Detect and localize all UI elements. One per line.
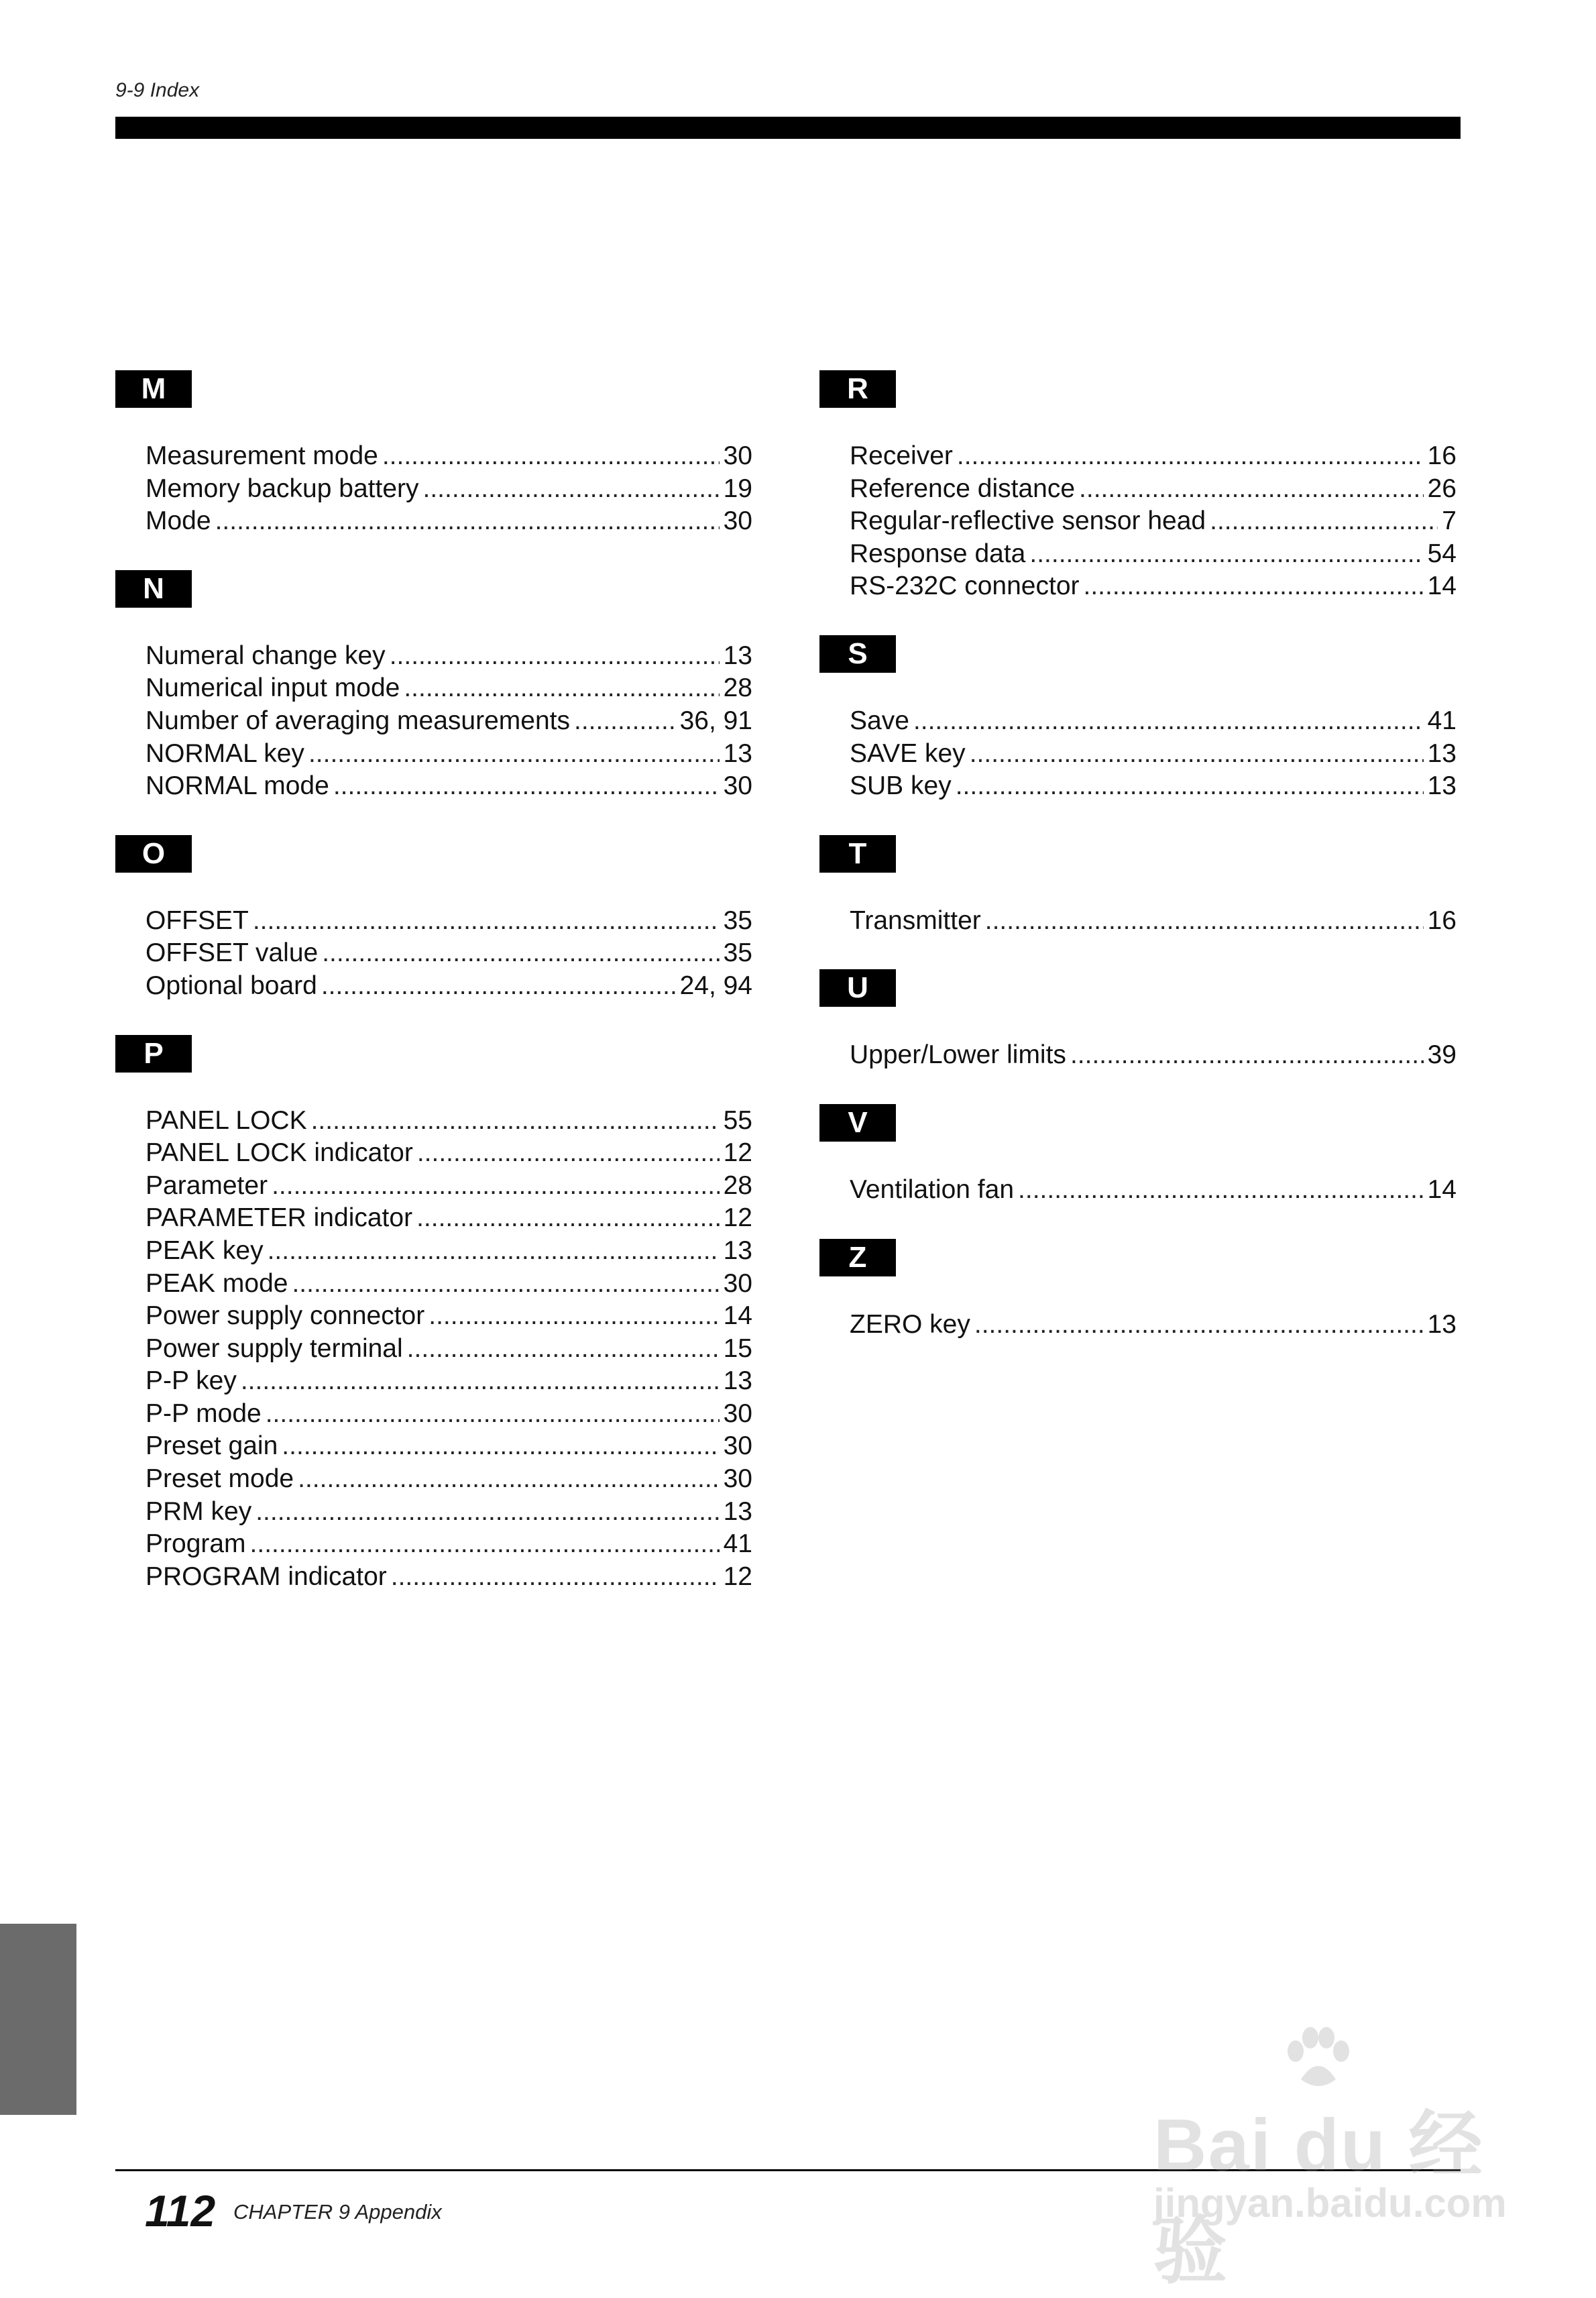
- dot-leader: [282, 1430, 719, 1463]
- dot-leader: [241, 1365, 720, 1398]
- entry-term: NORMAL key: [146, 738, 304, 768]
- entry-term: Numeral change key: [146, 641, 386, 670]
- index-entry: [146, 1300, 752, 1333]
- index-entry: [146, 1333, 752, 1366]
- index-section-r: [819, 370, 1457, 603]
- entry-term: PANEL LOCK indicator: [146, 1138, 413, 1168]
- entry-page-ref: 41: [1427, 706, 1457, 735]
- paw-logo-icon: [1281, 2026, 1355, 2093]
- index-entry: [850, 570, 1457, 603]
- dot-leader: [985, 905, 1424, 938]
- watermark-url: jingyan.baidu.com: [1153, 2181, 1507, 2226]
- index-entry: [146, 1398, 752, 1431]
- index-entry: [146, 937, 752, 970]
- entry-page-ref: 14: [1427, 571, 1457, 601]
- entry-page-ref: 30: [723, 1464, 752, 1494]
- entry-page-ref: 13: [1427, 771, 1457, 801]
- index-entry: [146, 1235, 752, 1268]
- index-entry: [146, 1463, 752, 1496]
- chapter-label: CHAPTER 9 Appendix: [233, 2200, 442, 2224]
- chapter-thumb-tab: [0, 1924, 76, 2115]
- dot-leader: [255, 1496, 719, 1529]
- entry-page-ref: 14: [1427, 1174, 1457, 1204]
- index-section-u: [819, 969, 1457, 1072]
- entry-term: Receiver: [850, 441, 953, 470]
- index-entry: [850, 905, 1457, 938]
- dot-leader: [1084, 570, 1424, 603]
- section-letter-tab: O: [115, 835, 192, 873]
- entry-term: Power supply terminal: [146, 1333, 403, 1363]
- dot-leader: [215, 505, 720, 538]
- entry-term: SUB key: [850, 771, 952, 801]
- entry-term: PANEL LOCK: [146, 1105, 307, 1135]
- index-entry: [146, 1105, 752, 1138]
- entry-page-ref: 12: [723, 1138, 752, 1168]
- entry-page-ref: 41: [723, 1529, 752, 1559]
- index-entry: [146, 770, 752, 803]
- section-letter-tab: M: [115, 370, 192, 408]
- entry-page-ref: 28: [723, 673, 752, 703]
- dot-leader: [429, 1300, 719, 1333]
- index-entry: [850, 705, 1457, 738]
- section-letter-tab: N: [115, 570, 192, 608]
- entry-term: NORMAL mode: [146, 771, 329, 801]
- dot-leader: [292, 1268, 719, 1301]
- entry-page-ref: 30: [723, 1268, 752, 1298]
- index-entry: [850, 1309, 1457, 1342]
- index-entry: [146, 1561, 752, 1594]
- index-column-right: [819, 370, 1457, 1373]
- index-entry: [146, 705, 752, 738]
- entry-term: RS-232C connector: [850, 571, 1080, 601]
- index-entry: [146, 1137, 752, 1170]
- entry-term: Upper/Lower limits: [850, 1040, 1066, 1070]
- entry-page-ref: 26: [1427, 474, 1457, 503]
- entry-page-ref: 30: [723, 441, 752, 470]
- section-letter-tab: Z: [819, 1239, 896, 1276]
- index-entry: [850, 538, 1457, 571]
- section-letter-tab: T: [819, 835, 896, 873]
- entry-term: PARAMETER indicator: [146, 1203, 413, 1233]
- index-entry: [146, 672, 752, 705]
- index-entry: [146, 905, 752, 938]
- index-entry: [850, 738, 1457, 771]
- entry-term: SAVE key: [850, 738, 966, 768]
- entry-page-ref: 35: [723, 906, 752, 935]
- dot-leader: [268, 1235, 720, 1268]
- dot-leader: [574, 705, 676, 738]
- dot-leader: [1070, 1039, 1424, 1072]
- entry-page-ref: 15: [723, 1333, 752, 1363]
- page-number: 112: [145, 2186, 216, 2236]
- index-section-p: [115, 1035, 752, 1594]
- entry-page-ref: 13: [723, 1366, 752, 1396]
- entry-term: Number of averaging measurements: [146, 706, 570, 735]
- entry-term: Mode: [146, 506, 211, 536]
- entry-page-ref: 19: [723, 474, 752, 503]
- dot-leader: [416, 1202, 720, 1235]
- entry-term: Memory backup battery: [146, 474, 419, 503]
- entry-page-ref: 30: [723, 1399, 752, 1428]
- dot-leader: [970, 738, 1424, 771]
- entry-term: OFFSET value: [146, 938, 319, 968]
- entry-term: Numerical input mode: [146, 673, 400, 703]
- watermark-brand: Bai du 经验: [1153, 2104, 1484, 2293]
- index-section-v: [819, 1104, 1457, 1207]
- index-section-s: [819, 635, 1457, 803]
- entry-page-ref: 13: [723, 738, 752, 768]
- entry-page-ref: 30: [723, 1431, 752, 1461]
- index-section-t: [819, 835, 1457, 938]
- dot-leader: [1079, 473, 1424, 506]
- index-section-z: [819, 1239, 1457, 1342]
- index-entry: [146, 1202, 752, 1235]
- dot-leader: [298, 1463, 720, 1496]
- entry-page-ref: 55: [723, 1105, 752, 1135]
- entry-page-ref: 39: [1427, 1040, 1457, 1070]
- entry-term: Save: [850, 706, 909, 735]
- dot-leader: [404, 672, 719, 705]
- index-entry: [146, 1528, 752, 1561]
- entry-term: Reference distance: [850, 474, 1076, 503]
- entry-term: PROGRAM indicator: [146, 1562, 387, 1591]
- index-entry: [850, 1174, 1457, 1207]
- dot-leader: [250, 1528, 720, 1561]
- entry-term: OFFSET: [146, 906, 249, 935]
- header-rule: [115, 117, 1461, 139]
- index-entry: [146, 440, 752, 473]
- entry-term: Optional board: [146, 971, 317, 1000]
- dot-leader: [956, 770, 1424, 803]
- dot-leader: [322, 937, 719, 970]
- entry-term: Measurement mode: [146, 441, 378, 470]
- entry-page-ref: 12: [723, 1562, 752, 1591]
- entry-page-ref: 35: [723, 938, 752, 968]
- index-section-o: [115, 835, 752, 1003]
- section-letter-tab: U: [819, 969, 896, 1007]
- index-entry: [850, 505, 1457, 538]
- entry-term: ZERO key: [850, 1309, 970, 1339]
- entry-term: Response data: [850, 539, 1026, 568]
- index-entry: [146, 738, 752, 771]
- section-letter-tab: S: [819, 635, 896, 673]
- dot-leader: [1029, 538, 1423, 571]
- entry-term: Regular-reflective sensor head: [850, 506, 1206, 536]
- dot-leader: [417, 1137, 720, 1170]
- index-entry: [850, 473, 1457, 506]
- section-letter-tab: V: [819, 1104, 896, 1142]
- section-letter-tab: P: [115, 1035, 192, 1073]
- entry-term: PEAK key: [146, 1236, 264, 1265]
- entry-term: Parameter: [146, 1170, 268, 1200]
- dot-leader: [321, 970, 676, 1003]
- entry-term: P-P key: [146, 1366, 237, 1396]
- index-entry: [146, 1496, 752, 1529]
- running-head: 9-9 Index: [115, 79, 200, 101]
- entry-term: PEAK mode: [146, 1268, 288, 1298]
- dot-leader: [391, 1561, 720, 1594]
- dot-leader: [1210, 505, 1438, 538]
- index-entry: [146, 640, 752, 673]
- index-entry: [146, 970, 752, 1003]
- index-section-n: [115, 570, 752, 803]
- index-entry: [146, 1365, 752, 1398]
- index-entry: [850, 770, 1457, 803]
- index-section-m: [115, 370, 752, 538]
- entry-term: Transmitter: [850, 906, 981, 935]
- entry-term: P-P mode: [146, 1399, 262, 1428]
- dot-leader: [423, 473, 720, 506]
- dot-leader: [266, 1398, 720, 1431]
- entry-page-ref: 14: [723, 1301, 752, 1331]
- entry-term: PRM key: [146, 1496, 252, 1526]
- index-entry: [146, 1170, 752, 1203]
- index-entry: [146, 1430, 752, 1463]
- index-entry: [850, 1039, 1457, 1072]
- entry-page-ref: 13: [723, 1496, 752, 1526]
- entry-page-ref: 7: [1442, 506, 1457, 536]
- entry-term: Ventilation fan: [850, 1174, 1015, 1204]
- baidu-watermark: [1140, 2026, 1516, 2293]
- dot-leader: [974, 1309, 1424, 1342]
- dot-leader: [957, 440, 1424, 473]
- dot-leader: [333, 770, 720, 803]
- entry-term: Power supply connector: [146, 1301, 425, 1331]
- entry-term: Preset gain: [146, 1431, 278, 1461]
- entry-page-ref: 12: [723, 1203, 752, 1233]
- index-entry: [146, 1268, 752, 1301]
- dot-leader: [308, 738, 720, 771]
- entry-page-ref: 30: [723, 506, 752, 536]
- dot-leader: [311, 1105, 720, 1138]
- dot-leader: [382, 440, 720, 473]
- section-letter-tab: R: [819, 370, 896, 408]
- entry-page-ref: 36, 91: [679, 706, 752, 735]
- dot-leader: [913, 705, 1424, 738]
- entry-page-ref: 28: [723, 1170, 752, 1200]
- index-entry: [146, 505, 752, 538]
- index-entry: [850, 440, 1457, 473]
- entry-page-ref: 13: [723, 641, 752, 670]
- entry-page-ref: 30: [723, 771, 752, 801]
- dot-leader: [1018, 1174, 1424, 1207]
- index-column-left: [115, 370, 752, 1625]
- entry-page-ref: 13: [723, 1236, 752, 1265]
- entry-term: Program: [146, 1529, 246, 1559]
- entry-page-ref: 16: [1427, 441, 1457, 470]
- entry-page-ref: 24, 94: [679, 971, 752, 1000]
- entry-term: Preset mode: [146, 1464, 294, 1494]
- dot-leader: [253, 905, 720, 938]
- entry-page-ref: 16: [1427, 906, 1457, 935]
- dot-leader: [272, 1170, 720, 1203]
- dot-leader: [407, 1333, 720, 1366]
- entry-page-ref: 13: [1427, 1309, 1457, 1339]
- index-entry: [146, 473, 752, 506]
- entry-page-ref: 13: [1427, 738, 1457, 768]
- dot-leader: [390, 640, 720, 673]
- entry-page-ref: 54: [1427, 539, 1457, 568]
